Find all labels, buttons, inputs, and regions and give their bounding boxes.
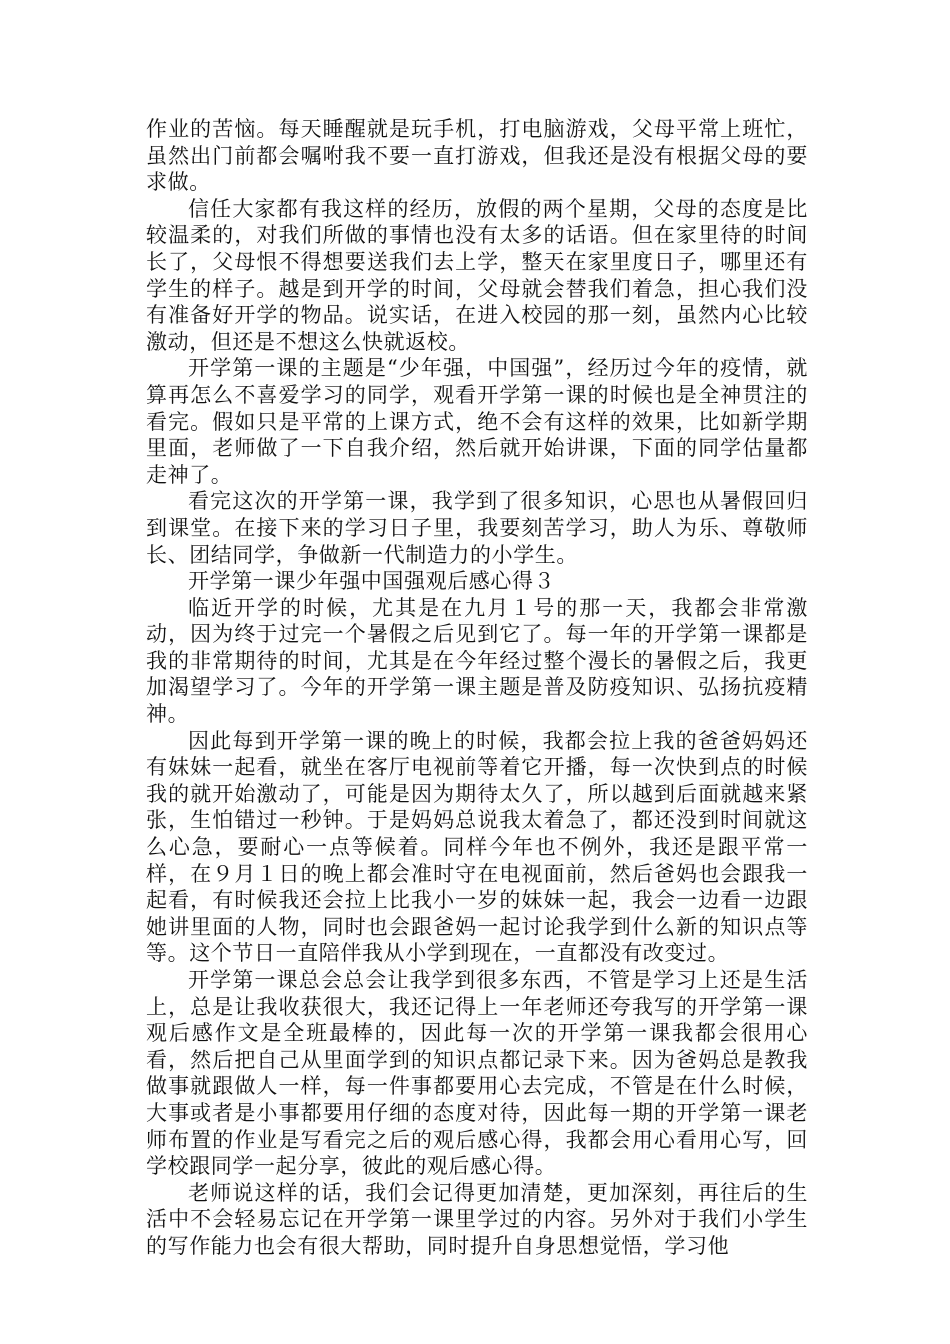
section-heading: 开学第一课少年强中国强观后感心得３ <box>188 569 556 594</box>
paragraph-8: 老师说这样的话，我们会记得更加清楚，更加深刻，再往后的生活中不会轻易忘记在开学第一课里学过的内容。另外对于我们小学生的写作能力也会有很大帮助，同时提升自身思想觉悟，学习他 <box>146 1180 808 1258</box>
paragraph-2: 信任大家都有我这样的经历，放假的两个星期，父母的态度是比较温柔的，对我们所做的事情也没有太多的话语。但在家里待的时间长了，父母恨不得想要送我们去上学，整天在家里度日子，哪里还有学生的样子。越是到开学的时间，父母就会替我们着急，担心我们没有准备好开学的物品。说实话，在进入校园的那一刻，虽然内心比较激动，但还是不想这么快就返校。 <box>146 196 808 354</box>
paragraph-1: 作业的苦恼。每天睡醒就是玩手机，打电脑游戏，父母平常上班忙，虽然出门前都会嘱咐我不要一直打游戏，但我还是没有根据父母的要求做。 <box>146 117 808 195</box>
paragraph-6: 因此每到开学第一课的晚上的时候，我都会拉上我的爸爸妈妈还有妹妹一起看，就坐在客厅电视前等着它开播，每一次快到点的时候我的就开始激动了，可能是因为期待太久了，所以越到后面就越来紧张，生怕错过一秒钟。于是妈妈总说我太着急了，都还没到时间就这么心急，要耐心一点等候着。同样今年也不例外，我还是跟平常一样，在９月１日的晚上都会准时守在电视面前，然后爸妈也会跟我一起看，有时候我还会拉上比我小一岁的妹妹一起，我会一边看一边跟她讲里面的人物，同时也会跟爸妈一起讨论我学到什么新的知识点等等。这个节日一直陪伴我从小学到现在，一直都没有改变过。 <box>146 728 808 966</box>
document-page <box>146 116 808 1260</box>
paragraph-4: 看完这次的开学第一课，我学到了很多知识，心思也从暑假回归到课堂。在接下来的学习日子里，我要刻苦学习，助人为乐、尊敬师长、团结同学，争做新一代制造力的小学生。 <box>146 489 808 567</box>
paragraph-7: 开学第一课总会总会让我学到很多东西，不管是学习上还是生活上，总是让我收获很大，我还记得上一年老师还夸我写的开学第一课观后感作文是全班最棒的，因此每一次的开学第一课我都会很用心看，然后把自己从里面学到的知识点都记录下来。因为爸妈总是教我做事就跟做人一样，每一件事都要用心去完成，不管是在什么时候，大事或者是小事都要用仔细的态度对待，因此每一期的开学第一课老师布置的作业是写看完之后的观后感心得，我都会用心看用心写，回学校跟同学一起分享，彼此的观后感心得。 <box>146 968 808 1179</box>
paragraph-5: 临近开学的时候，尤其是在九月１号的那一天，我都会非常激动，因为终于过完一个暑假之后见到它了。每一年的开学第一课都是我的非常期待的时间，尤其是在今年经过整个漫长的暑假之后，我更加渴望学习了。今年的开学第一课主题是普及防疫知识、弘扬抗疫精神。 <box>146 595 808 727</box>
paragraph-3: 开学第一课的主题是“少年强，中国强”，经历过今年的疫情，就算再怎么不喜爱学习的同学，观看开学第一课的时候也是全神贯注的看完。假如只是平常的上课方式，绝不会有这样的效果，比如新学期里面，老师做了一下自我介绍，然后就开始讲课，下面的同学估量都走神了。 <box>146 356 808 487</box>
